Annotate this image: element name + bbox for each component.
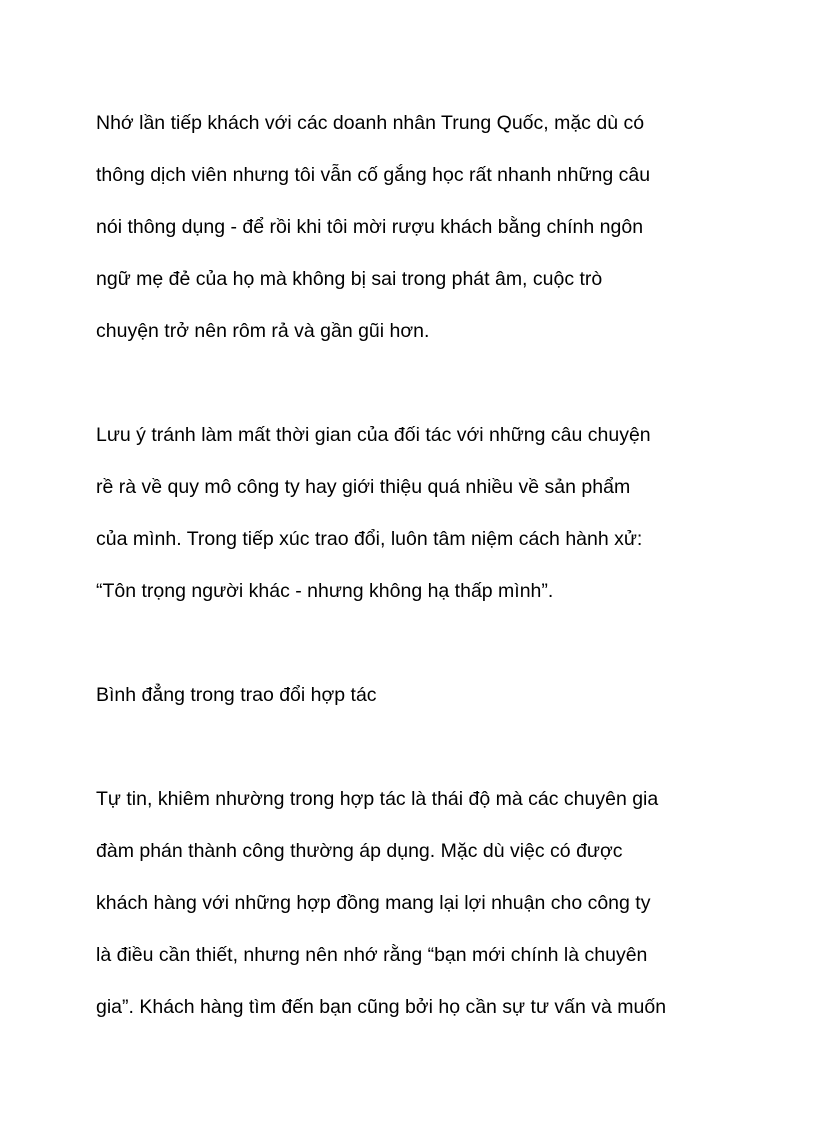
text-line: đàm phán thành công thường áp dụng. Mặc dù việc có được xyxy=(96,840,623,862)
section-heading xyxy=(96,669,736,721)
text-line: chuyện trở nên rôm rả và gần gũi hơn. xyxy=(96,320,430,342)
text-line: khách hàng với những hợp đồng mang lại lợi nhuận cho công ty xyxy=(96,892,651,914)
text-line: của mình. Trong tiếp xúc trao đổi, luôn tâm niệm cách hành xử: xyxy=(96,528,643,550)
text-line: ngữ mẹ đẻ của họ mà không bị sai trong phát âm, cuộc trò xyxy=(96,268,603,290)
document-body xyxy=(96,97,736,1033)
paragraph-3 xyxy=(96,773,736,1033)
text-line: Tự tin, khiêm nhường trong hợp tác là thái độ mà các chuyên gia xyxy=(96,788,659,810)
text-line: Lưu ý tránh làm mất thời gian của đối tác với những câu chuyện xyxy=(96,424,651,446)
text-line: Nhớ lần tiếp khách với các doanh nhân Trung Quốc, mặc dù có xyxy=(96,112,645,134)
text-line: rề rà về quy mô công ty hay giới thiệu quá nhiều về sản phẩm xyxy=(96,476,631,498)
heading-text: Bình đẳng trong trao đổi hợp tác xyxy=(96,684,377,706)
text-line: là điều cần thiết, nhưng nên nhớ rằng “bạn mới chính là chuyên xyxy=(96,944,648,966)
text-line: nói thông dụng - để rồi khi tôi mời rượu khách bằng chính ngôn xyxy=(96,216,644,238)
paragraph-2 xyxy=(96,409,736,617)
text-line: “Tôn trọng người khác - nhưng không hạ thấp mình”. xyxy=(96,580,554,602)
paragraph-1 xyxy=(96,97,736,357)
text-line: thông dịch viên nhưng tôi vẫn cố gắng học rất nhanh những câu xyxy=(96,164,651,186)
text-line: gia”. Khách hàng tìm đến bạn cũng bởi họ cần sự tư vấn và muốn xyxy=(96,996,667,1018)
